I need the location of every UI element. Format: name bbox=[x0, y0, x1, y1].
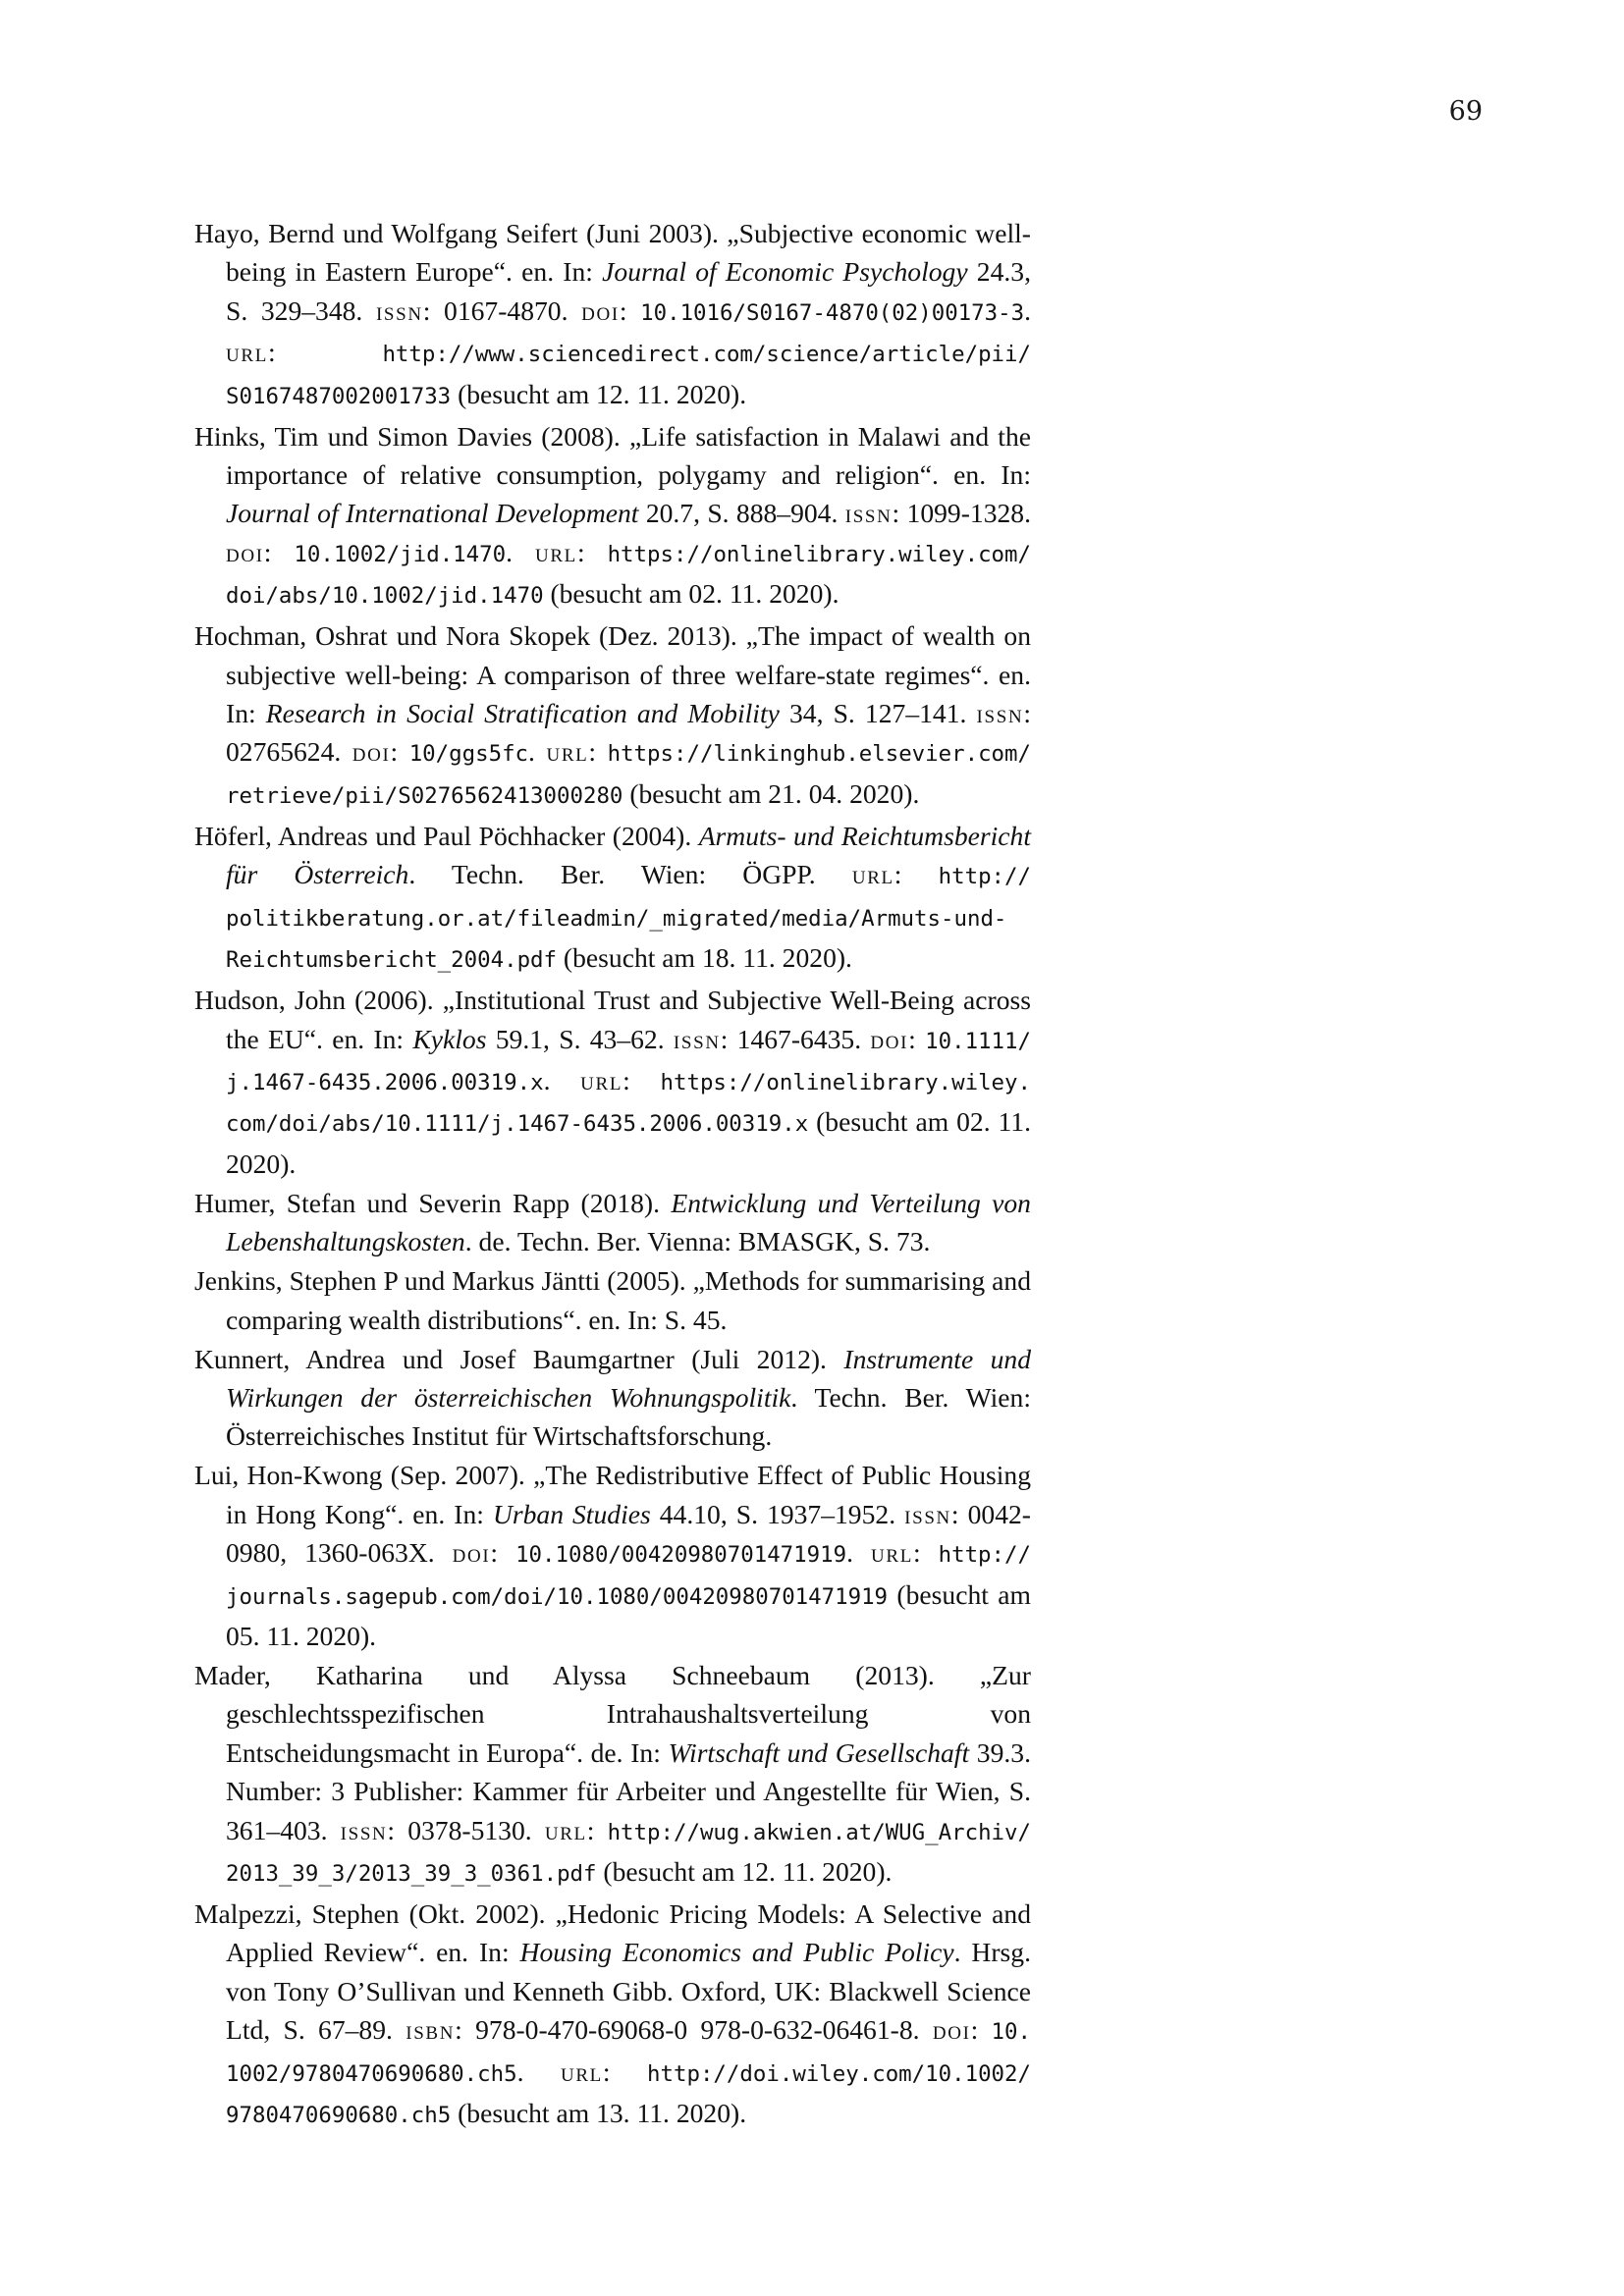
journal-title: Journal of Economic Psychology bbox=[602, 256, 968, 288]
doi-link[interactable]: 10.1080/00420980701471919 bbox=[515, 1542, 847, 1569]
issn-label: issn bbox=[340, 1814, 388, 1845]
bibliography-entry: Hayo, Bernd und Wolfgang Seifert (Juni 2003). „Subjective economic well-being in Eastern Europe“. en. In: Journal of Economic Psychology 24.3, S. 329–348. issn: 0167-4870. doi: 10.1016/S0167-4870(02)00173-3. url: http://www.sciencedirect.com/science/article/pii/S0167487002001733 (besucht am 12. 11. 2020). bbox=[194, 218, 1031, 409]
doi-label: doi bbox=[932, 2014, 971, 2046]
url-link[interactable]: https://linkinghub.elsevier.com/retrieve/pii/S0276562413000280 bbox=[226, 741, 1031, 809]
doi-label: doi bbox=[352, 736, 391, 768]
bibliography-entry: Mader, Katharina und Alyssa Schneebaum (2013). „Zur geschlechtsspezifischen Intrahaushaltsverteilung von Entscheidungsmacht in Europa“. de. In: Wirtschaft und Gesellschaft 39.3. Number: 3 Publisher: Kammer für Arbeiter und Angestellte für Wien, S. 361–403. issn: 0378-5130. url: http://wug.akwien.at/WUG_Archiv/2013_39_3/2013_39_3_0361.pdf (besucht am 12. 11. 2020). bbox=[194, 1659, 1031, 1887]
url-label: url bbox=[580, 1064, 623, 1095]
url-link[interactable]: http://politikberatung.or.at/fileadmin/_migrated/media/Armuts-und-Reichtumsbericht_2004.pdf bbox=[226, 864, 1031, 974]
url-label: url bbox=[560, 2056, 603, 2087]
doi-link[interactable]: 10.1002/jid.1470 bbox=[294, 541, 507, 567]
url-label: url bbox=[534, 536, 577, 567]
bibliography-entry: Hinks, Tim und Simon Davies (2008). „Life satisfaction in Malawi and the importance of relative consumption, polygamy and religion“. en. In: Journal of International Development 20.7, S. 888–904. issn: 1099-1328. doi: 10.1002/jid.1470. url: https://onlinelibrary.wiley.com/doi/abs/10.1002/jid.1470 (besucht am 02. 11. 2020). bbox=[194, 420, 1031, 610]
url-link[interactable]: https://onlinelibrary.wiley.com/doi/abs/10.1111/j.1467-6435.2006.00319.x bbox=[226, 1069, 1031, 1138]
doi-label: doi bbox=[581, 294, 620, 326]
bibliography-entry: Lui, Hon-Kwong (Sep. 2007). „The Redistributive Effect of Public Housing in Hong Kong“. en. In: Urban Studies 44.10, S. 1937–1952. issn: 0042-0980, 1360-063X. doi: 10.1080/00420980701471919. url: http://journals.sagepub.com/doi/10.1080/00420980701471919 (besucht am 05. 11. 2020). bbox=[194, 1460, 1031, 1651]
journal-title: Research in Social Stratification and Mobility bbox=[265, 698, 780, 729]
url-label: url bbox=[851, 859, 894, 890]
bibliography-list bbox=[194, 214, 1031, 2135]
doi-link[interactable]: 10/ggs5fc bbox=[408, 741, 529, 768]
bibliography-entry: Hudson, John (2006). „Institutional Trust and Subjective Well-Being across the EU“. en. In: Kyklos 59.1, S. 43–62. issn: 1467-6435. doi: 10.1111/j.1467-6435.2006.00319.x. url: https://onlinelibrary.wiley.com/doi/abs/10.1111/j.1467-6435.2006.00319.x (besucht am 02. 11. 2020). bbox=[194, 985, 1031, 1179]
report-title: Armuts- und Reichtumsbericht für Österreich bbox=[226, 820, 1031, 890]
issn-label: issn bbox=[844, 498, 893, 529]
page-number: 69 bbox=[1448, 96, 1483, 127]
url-link[interactable]: http://doi.wiley.com/10.1002/9780470690680.ch5 bbox=[226, 2060, 1031, 2129]
issn-label: issn bbox=[976, 698, 1024, 729]
issn-label: issn bbox=[673, 1023, 721, 1054]
journal-title: Wirtschaft und Gesellschaft bbox=[668, 1736, 970, 1768]
doi-link[interactable]: 10.1016/S0167-4870(02)00173-3 bbox=[640, 299, 1025, 326]
journal-title: Journal of International Development bbox=[226, 498, 639, 529]
doi-label: doi bbox=[870, 1023, 909, 1054]
bibliography-entry: Kunnert, Andrea und Josef Baumgartner (Juli 2012). Instrumente und Wirkungen der österreichischen Wohnungspolitik. Techn. Ber. Wien: Österreichisches Institut für Wirtschaftsforschung. bbox=[194, 1343, 1031, 1452]
bibliography-entry: Jenkins, Stephen P und Markus Jäntti (2005). „Methods for summarising and comparing wealth distributions“. en. In: S. 45. bbox=[194, 1265, 1031, 1335]
url-label: url bbox=[546, 736, 589, 768]
url-link[interactable]: http://wug.akwien.at/WUG_Archiv/2013_39_3/2013_39_3_0361.pdf bbox=[226, 1819, 1031, 1887]
doi-link[interactable]: 10.1002/9780470690680.ch5 bbox=[226, 2019, 1031, 2087]
doi-label: doi bbox=[226, 536, 264, 567]
doi-label: doi bbox=[452, 1537, 491, 1569]
bibliography-entry: Hochman, Oshrat und Nora Skopek (Dez. 2013). „The impact of wealth on subjective well-being: A comparison of three welfare-state regimes“. en. In: Research in Social Stratification and Mobility 34, S. 127–141. issn: 02765624. doi: 10/ggs5fc. url: https://linkinghub.elsevier.com/retrieve/pii/S0276562413000280 (besucht am 21. 04. 2020). bbox=[194, 620, 1032, 809]
bibliography-entry: Höferl, Andreas und Paul Pöchhacker (2004). Armuts- und Reichtumsbericht für Österreich. Techn. Ber. Wien: ÖGPP. url: http://politikberatung.or.at/fileadmin/_migrated/media/Armuts-und-Reichtumsbericht_2004.pdf (besucht am 18. 11. 2020). bbox=[194, 820, 1031, 974]
url-link[interactable]: http://www.sciencedirect.com/science/article/pii/S0167487002001733 bbox=[226, 342, 1031, 409]
url-label: url bbox=[870, 1537, 913, 1569]
isbn-label: isbn bbox=[406, 2014, 456, 2046]
issn-label: issn bbox=[375, 294, 423, 326]
journal-title: Kyklos bbox=[412, 1023, 487, 1054]
url-label: url bbox=[226, 337, 268, 368]
doi-link[interactable]: 10.1111/j.1467-6435.2006.00319.x bbox=[226, 1028, 1031, 1095]
bibliography-entry: Humer, Stefan und Severin Rapp (2018). Entwicklung und Verteilung von Lebenshaltungskosten. de. Techn. Ber. Vienna: BMASGK, S. 73. bbox=[194, 1187, 1031, 1257]
journal-title: Urban Studies bbox=[492, 1498, 651, 1529]
issn-label: issn bbox=[904, 1498, 951, 1529]
url-link[interactable]: https://onlinelibrary.wiley.com/doi/abs/10.1002/jid.1470 bbox=[226, 541, 1031, 610]
report-title: Entwicklung und Verteilung von Lebenshaltungskosten bbox=[226, 1187, 1031, 1257]
url-link[interactable]: http://journals.sagepub.com/doi/10.1080/00420980701471919 bbox=[226, 1542, 1031, 1610]
bibliography-entry: Malpezzi, Stephen (Okt. 2002). „Hedonic Pricing Models: A Selective and Applied Review“. en. In: Housing Economics and Public Policy. Hrsg. von Tony O’Sullivan und Kenneth Gibb. Oxford, UK: Blackwell Science Ltd, S. 67–89. isbn: 978-0-470-69068-0 978-0-632-06461-8. doi: 10.1002/9780470690680.ch5. url: http://doi.wiley.com/10.1002/9780470690680.ch5 (besucht am 13. 11. 2020). bbox=[194, 1898, 1031, 2129]
report-title: Instrumente und Wirkungen der österreichischen Wohnungspolitik bbox=[226, 1343, 1031, 1413]
book-title: Housing Economics and Public Policy bbox=[519, 1937, 954, 1968]
url-label: url bbox=[544, 1814, 587, 1845]
